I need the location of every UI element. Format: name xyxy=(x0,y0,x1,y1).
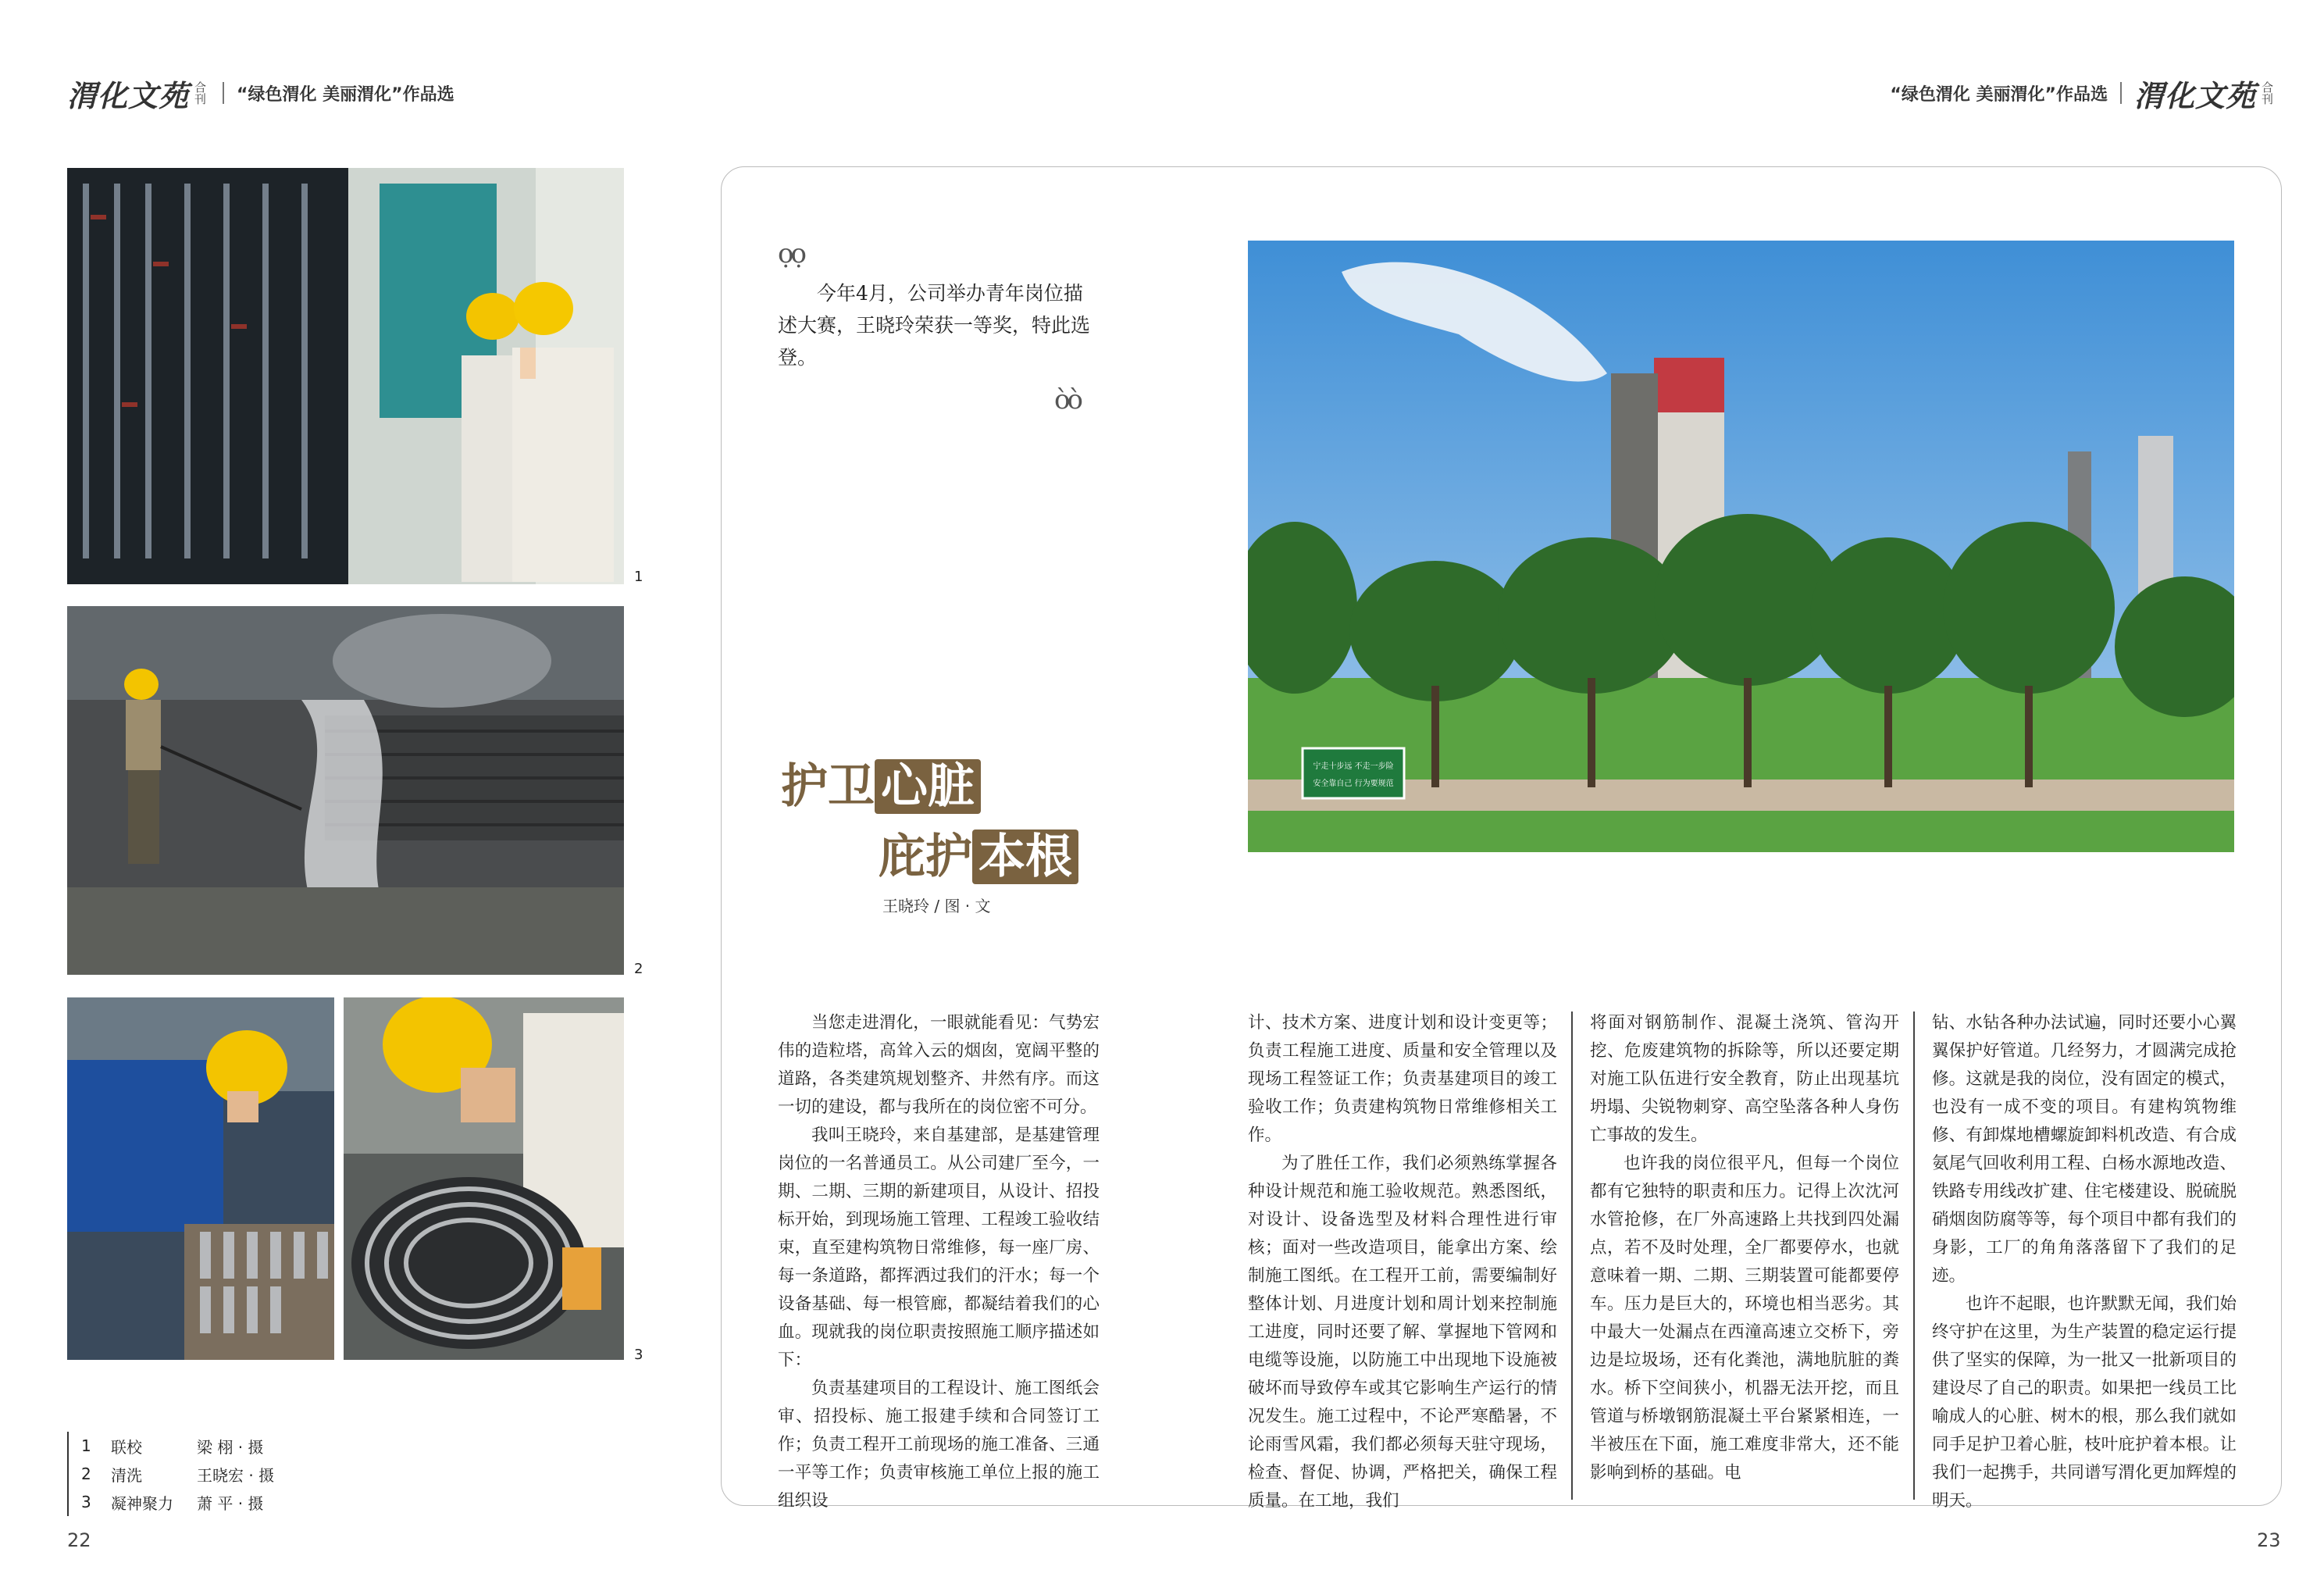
photo-focus-right xyxy=(344,997,624,1360)
caption-number: 1 xyxy=(81,1436,91,1455)
paragraph: 负责基建项目的工程设计、施工图纸会审、招投标、施工报建手续和合同签订工作；负责工程开工前现场的施工准备、三通一平等工作；负责审核施工单位上报的施工组织设 xyxy=(778,1379,1100,1511)
photo-captions xyxy=(67,1432,274,1516)
caption-number: 2 xyxy=(81,1465,91,1483)
magazine-logo: 渭化文苑 xyxy=(67,77,190,113)
caption-number: 3 xyxy=(81,1493,91,1511)
caption-credit: 王晓宏 · 摄 xyxy=(197,1465,275,1485)
article-column-3 xyxy=(1590,1009,1899,1487)
open-quote-icon: ọọ xyxy=(778,238,804,269)
article-title-line2 xyxy=(879,830,1078,883)
caption-row xyxy=(81,1488,274,1516)
article-column-1 xyxy=(778,1009,1100,1515)
close-quote-icon: òò xyxy=(1054,384,1080,416)
photo-number-2: 2 xyxy=(634,961,643,977)
page-number-left: 22 xyxy=(67,1529,91,1551)
title-highlight: 心脏 xyxy=(875,759,981,814)
paragraph: 也许不起眼，也许默默无闻，我们始终守护在这里，为生产装置的稳定运行提供了坚实的保障，为一批又一批新项目的建设尽了自己的职责。如果把一线员工比喻成人的心脏、树木的根，那么我们就如同手足护卫着心脏，枝叶庇护着本根。让我们一起携手，共同谱写渭化更加辉煌的明天。 xyxy=(1932,1294,2237,1511)
photo-plant-landscape xyxy=(1248,241,2234,852)
header-title: “绿色渭化 美丽渭化”作品选 xyxy=(237,84,454,105)
page-number-right: 23 xyxy=(2257,1529,2281,1551)
safety-sign-line2: 安全靠自己 行为要规范 xyxy=(1313,780,1394,788)
article-author: 王晓玲 / 图 · 文 xyxy=(882,897,991,915)
paragraph: 也许我的岗位很平凡，但每一个岗位都有它独特的职责和压力。记得上次沈河水管抢修，在厂外高速路上共找到四处漏点，若不及时处理，全厂都要停水，也就意味着一期、二期、三期装置可能都要停车。压力是巨大的，环境也相当恶劣。其中最大一处漏点在西潼高速立交桥下，旁边是垃圾场，还有化粪池，满地肮脏的粪水。桥下空间狭小，机器无法开挖，而且管道与桥墩钢筋混凝土平台紧紧相连，一半被压在下面，施工难度非常大，还不能影响到桥的基础。电 xyxy=(1590,1154,1899,1482)
caption-title: 清洗 xyxy=(111,1465,142,1485)
caption-title: 联校 xyxy=(111,1437,142,1457)
caption-credit: 萧 平 · 摄 xyxy=(197,1493,264,1513)
magazine-logo: 渭化文苑 xyxy=(2133,77,2256,113)
article-title-line1 xyxy=(781,760,981,813)
paragraph: 为了胜任工作，我们必须熟练掌握各种设计规范和施工验收规范。熟悉图纸，对设计、设备选型及材料合理性进行审核；面对一些改造项目，能拿出方案、绘制施工图纸。在工程开工前，需要编制好整体计划、月进度计划和周计划来控制施工进度，同时还要了解、掌握地下管网和电缆等设施，以防施工中出现地下设施被破坏而导致停车或其它影响生产运行的情况发生。施工过程中，不论严寒酷暑，不论雨雪风霜，我们都必须每天驻守现场，检查、督促、协调，严格把关，确保工程质量。在工地，我们 xyxy=(1248,1154,1557,1511)
header-title: “绿色渭化 美丽渭化”作品选 xyxy=(1890,84,2108,105)
left-header xyxy=(67,74,454,112)
paragraph: 我叫王晓玲，来自基建部，是基建管理岗位的一名普通员工。从公司建厂至今，一期、二期、三期的新建项目，从设计、招投标开始，到现场施工管理、工程竣工验收结束，直至建构筑物日常维修，每一座厂房、每一条道路，都挥洒过我们的汗水；每一个设备基础、每一根管廊，都凝结着我们的心血。现就我的岗位职责按照施工顺序描述如下： xyxy=(778,1126,1100,1370)
paragraph: 计、技术方案、进度计划和设计变更等；负责工程施工进度、质量和安全管理以及现场工程签证工作；负责基建项目的竣工验收工作；负责建构筑物日常维修相关工作。 xyxy=(1248,1013,1557,1145)
photo-number-3: 3 xyxy=(634,1347,643,1363)
header-divider xyxy=(2120,82,2122,104)
logo-sub: 合刊 xyxy=(193,81,208,105)
paragraph: 将面对钢筋制作、混凝土浇筑、管沟开挖、危废建筑物的拆除等，所以还要定期对施工队伍进行安全教育，防止出现基坑坍塌、尖锐物刺穿、高空坠落各种人身伤亡事故的发生。 xyxy=(1590,1013,1899,1145)
column-divider xyxy=(1913,1011,1915,1500)
caption-row xyxy=(81,1432,274,1460)
article-intro: 今年4月，公司举办青年岗位描述大赛，王晓玲荣获一等奖，特此选登。 xyxy=(778,282,1091,369)
caption-title: 凝神聚力 xyxy=(111,1493,173,1513)
right-header xyxy=(1890,74,2277,112)
caption-row xyxy=(81,1460,274,1488)
photo-calibration xyxy=(67,168,624,584)
safety-sign-line1: 宁走十步远 不走一步险 xyxy=(1313,762,1394,771)
title-highlight: 本根 xyxy=(972,830,1078,884)
photo-number-1: 1 xyxy=(634,569,643,585)
article-column-4 xyxy=(1932,1009,2237,1515)
title-plain: 护卫 xyxy=(781,759,875,814)
photo-cleaning xyxy=(67,606,624,975)
column-divider xyxy=(1571,1011,1573,1500)
logo-sub: 合刊 xyxy=(2260,81,2274,105)
paragraph: 当您走进渭化，一眼就能看见：气势宏伟的造粒塔，高耸入云的烟囱，宽阔平整的道路，各类建筑规划整齐、井然有序。而这一切的建设，都与我所在的岗位密不可分。 xyxy=(778,1013,1100,1117)
article-column-2 xyxy=(1248,1009,1557,1515)
caption-credit: 梁 栩 · 摄 xyxy=(197,1437,264,1457)
title-plain: 庇护 xyxy=(879,830,972,884)
header-divider xyxy=(223,82,224,104)
photo-focus-left xyxy=(67,997,334,1360)
paragraph: 钻、水钻各种办法试遍，同时还要小心翼翼保护好管道。几经努力，才圆满完成抢修。这就是我的岗位，没有固定的模式，也没有一成不变的项目。有建构筑物维修、有卸煤地槽螺旋卸料机改造、有合成氨尾气回收利用工程、白杨水源地改造、铁路专用线改扩建、住宅楼建设、脱硫脱硝烟囱防腐等等，每个项目中都有我们的身影，工厂的角角落落留下了我们的足迹。 xyxy=(1932,1013,2237,1286)
